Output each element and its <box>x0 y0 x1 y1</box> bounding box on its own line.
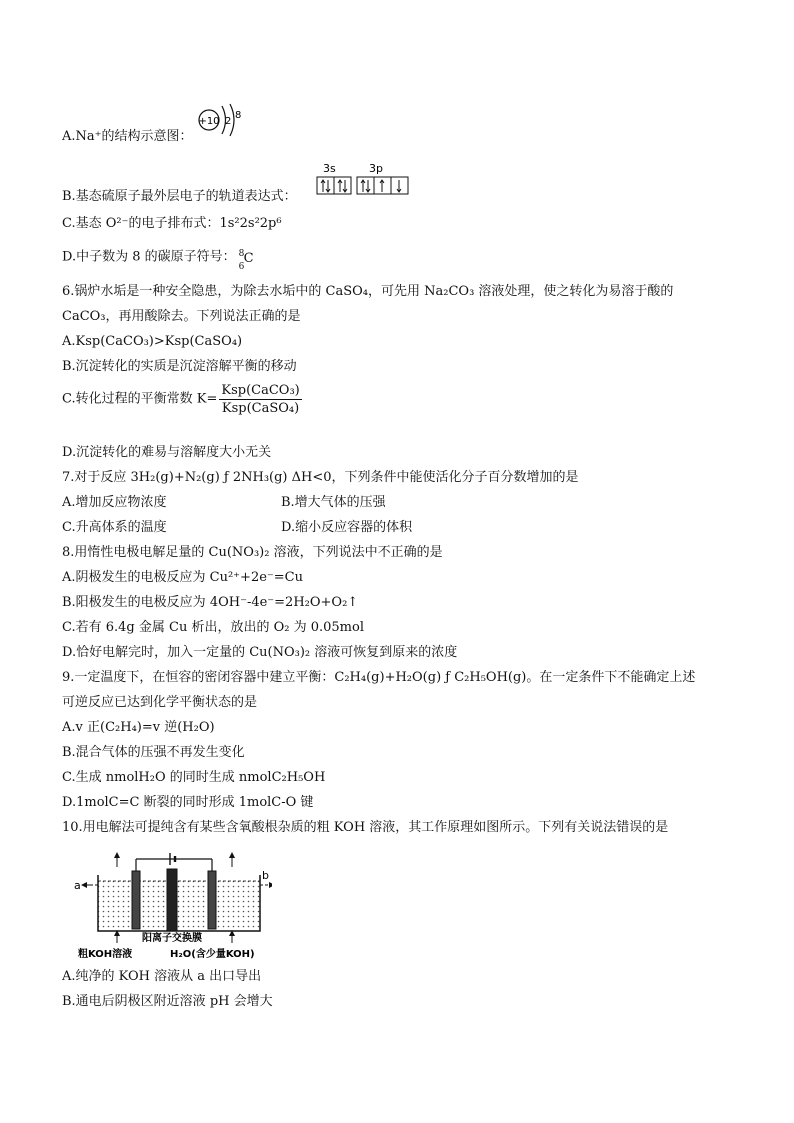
q7-option-a: A.增加反应物浓度 <box>62 495 167 510</box>
q9-option-c: C.生成 nmolH₂O 的同时生成 nmolC₂H₅OH <box>62 770 326 785</box>
q9-stem-line2: 可逆反应已达到化学平衡状态的是 <box>62 695 258 710</box>
q6-option-a: A.Ksp(CaCO₃)>Ksp(CaSO₄) <box>62 334 243 349</box>
q5-option-d <box>62 248 254 272</box>
q6-option-c <box>62 382 302 417</box>
q6-stem-line1: 6.锅炉水垢是一种安全隐患，为除去水垢中的 CaSO₄，可先用 Na₂CO₃ 溶液处理，使之转化为易溶于酸的 <box>62 284 674 299</box>
q5-option-a <box>62 128 193 146</box>
q5-option-c: C.基态 O²⁻的电子排布式：1s²2s²2p⁶ <box>62 216 282 231</box>
outlet-b-label: b <box>262 869 269 882</box>
shell-1-electrons: 2 <box>225 116 232 127</box>
q8-option-b: B.阳极发生的电极反应为 4OH⁻-4e⁻=2H₂O+O₂↑ <box>62 595 359 610</box>
q5-option-d-text: D.中子数为 8 的碳原子符号： <box>62 249 236 265</box>
orbital-3p-label: 3p <box>369 162 383 175</box>
q7-stem: 7.对于反应 3H₂(g)+N₂(g) ƒ 2NH₃(g) ΔH<0，下列条件中能使活化分子百分数增加的是 <box>62 470 579 485</box>
q7-option-d: D.缩小反应容器的体积 <box>281 520 413 535</box>
q7-option-c: C.升高体系的温度 <box>62 520 167 535</box>
q5-option-b <box>62 188 297 206</box>
q5-option-a-text: A.Na⁺的结构示意图： <box>62 129 193 144</box>
q10-option-a: A.纯净的 KOH 溶液从 a 出口导出 <box>62 969 262 984</box>
equilibrium-constant-fraction <box>219 382 301 417</box>
right-inlet-label: H₂O(含少量KOH) <box>170 949 255 960</box>
q8-option-a: A.阴极发生的电极反应为 Cu²⁺+2e⁻=Cu <box>62 570 303 585</box>
nucleus-charge: +10 <box>198 116 220 127</box>
orbital-3s-label: 3s <box>323 162 336 175</box>
orbital-diagram <box>313 160 413 200</box>
q6-option-c-prefix: C.转化过程的平衡常数 K= <box>62 391 218 407</box>
outlet-a-label: a <box>74 879 81 892</box>
electron-arrows <box>321 180 401 192</box>
q6-option-b: B.沉淀转化的实质是沉淀溶解平衡的移动 <box>62 359 297 374</box>
fraction-denominator: Ksp(CaSO₄) <box>221 401 300 416</box>
membrane-label: 阳离子交换膜 <box>142 933 202 944</box>
q6-stem-line2: CaCO₃，再用酸除去。下列说法正确的是 <box>62 309 301 324</box>
q10-stem: 10.用电解法可提纯含有某些含氧酸根杂质的粗 KOH 溶液，其工作原理如图所示。下列有关说法错误的是 <box>62 820 669 835</box>
q5-option-b-text: B.基态硫原子最外层电子的轨道表达式： <box>62 189 297 204</box>
left-inlet-label: 粗KOH溶液 <box>78 949 133 960</box>
q10-option-b: B.通电后阴极区附近溶液 pH 会增大 <box>62 994 273 1009</box>
q7-option-b: B.增大气体的压强 <box>281 495 386 510</box>
q9-option-b: B.混合气体的压强不再发生变化 <box>62 745 245 760</box>
q8-stem: 8.用惰性电极电解足量的 Cu(NO₃)₂ 溶液，下列说法中不正确的是 <box>62 545 443 560</box>
q6-option-d: D.沉淀转化的难易与溶解度大小无关 <box>62 445 272 460</box>
q9-stem-line1: 9.一定温度下，在恒容的密闭容器中建立平衡：C₂H₄(g)+H₂O(g) ƒ C₂H₅OH(g)。在一定条件下不能确定上述 <box>62 670 696 685</box>
shell-2-electrons: 8 <box>235 110 242 121</box>
electrolysis-cell-diagram <box>72 845 272 963</box>
q9-option-a: A.v 正(C₂H₄)=v 逆(H₂O) <box>62 720 215 735</box>
na-ion-structure-diagram <box>196 100 252 142</box>
q9-option-d: D.1molC=C 断裂的同时形成 1molC-O 键 <box>62 795 314 810</box>
q8-option-c: C.若有 6.4g 金属 Cu 析出，放出的 O₂ 为 0.05mol <box>62 620 364 635</box>
fraction-numerator: Ksp(CaCO₃) <box>221 383 300 398</box>
q8-option-d: D.恰好电解完时，加入一定量的 Cu(NO₃)₂ 溶液可恢复到原来的浓度 <box>62 645 458 660</box>
carbon-nuclide-symbol: 8 6 C <box>238 249 254 272</box>
